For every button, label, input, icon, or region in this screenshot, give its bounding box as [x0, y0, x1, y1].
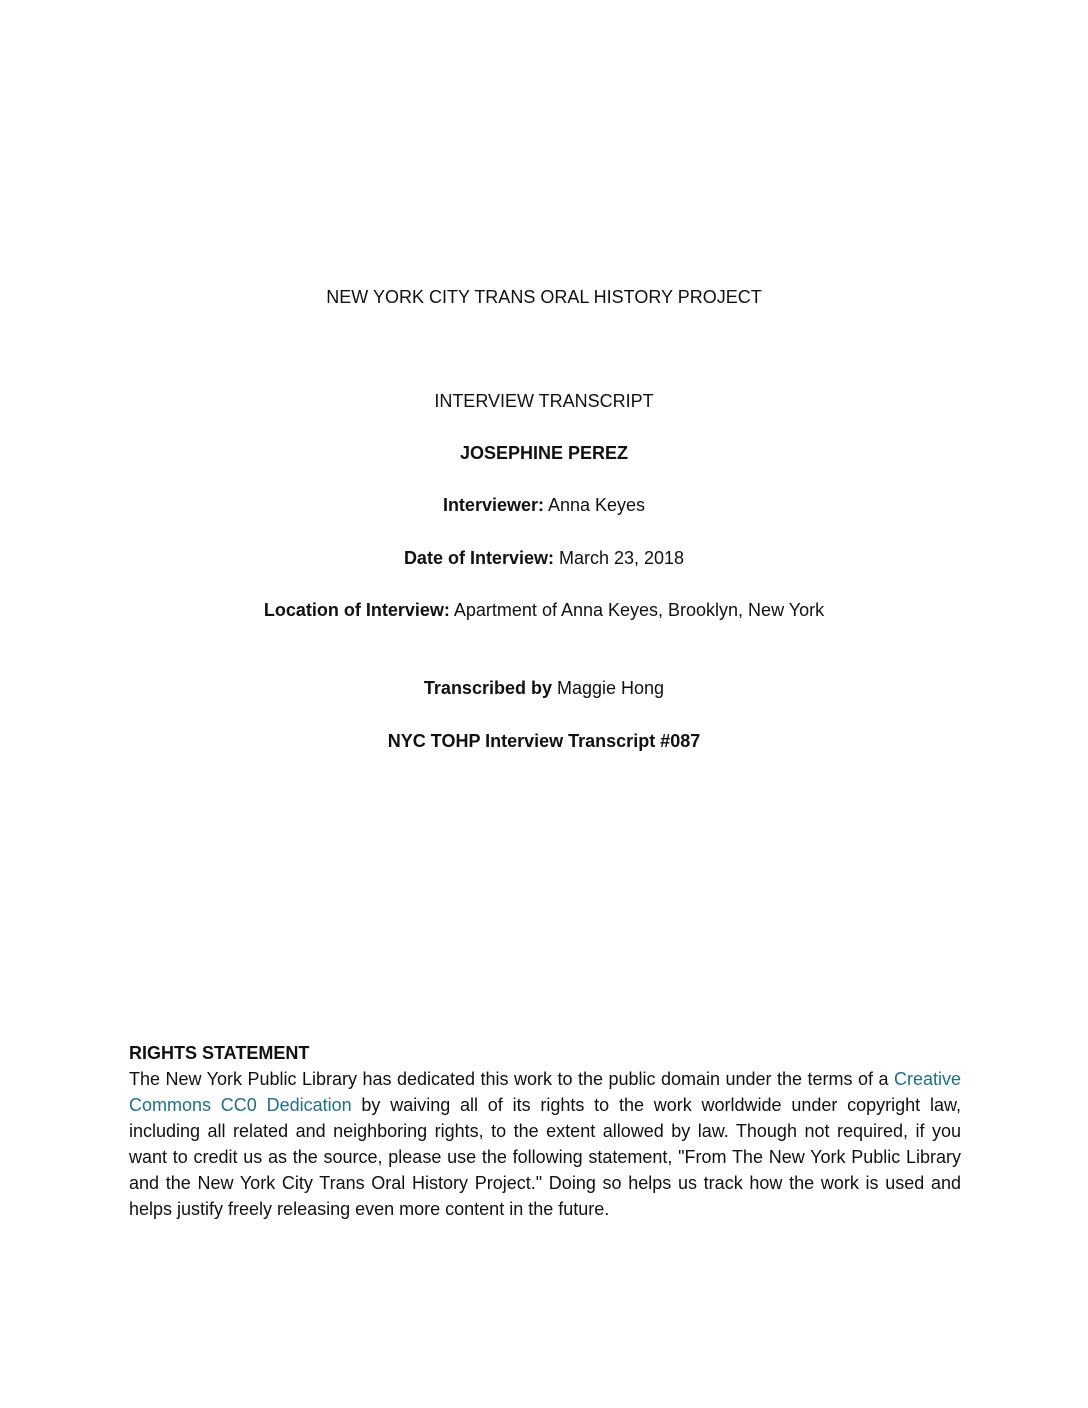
document-type: INTERVIEW TRANSCRIPT: [434, 391, 654, 411]
location-label: Location of Interview:: [263, 600, 450, 620]
transcript-number: NYC TOHP Interview Transcript #087: [387, 731, 701, 751]
location-line: [0, 598, 1088, 622]
location-value: Apartment of Anna Keyes, Brooklyn, New York: [449, 600, 825, 620]
project-title: NEW YORK CITY TRANS ORAL HISTORY PROJECT: [326, 287, 762, 307]
date-line: [0, 546, 1088, 570]
interviewer-label: Interviewer:: [442, 495, 544, 515]
interviewer-line: [0, 493, 1088, 517]
date-label: Date of Interview:: [403, 548, 554, 568]
transcriber-label: Transcribed by: [423, 678, 552, 698]
rights-statement: [129, 1040, 961, 1222]
rights-body: [129, 1066, 961, 1222]
date-value: March 23, 2018: [553, 548, 685, 568]
rights-text-after-link: by waiving all of its rights to the work worldwide under copyright law, including all related and neighboring rights, to the extent allowed by law. Though not required, if you want to credit us as the source, please use the following statement, "From The New York Public Library and the New York City Trans Oral History Project." Doing so helps us track how the work is used and helps justify freely releasing even more content in the future.: [129, 1095, 961, 1219]
transcriber-value: Maggie Hong: [551, 678, 665, 698]
cc0-dedication-link[interactable]: Creative Commons CC0 Dedication: [129, 1069, 961, 1115]
rights-heading: RIGHTS STATEMENT: [129, 1043, 310, 1063]
transcriber-line: [0, 676, 1088, 700]
rights-text-before-link: The New York Public Library has dedicated this work to the public domain under the terms of a: [129, 1069, 894, 1089]
narrator-name: JOSEPHINE PEREZ: [459, 443, 629, 463]
interviewer-value: Anna Keyes: [543, 495, 646, 515]
